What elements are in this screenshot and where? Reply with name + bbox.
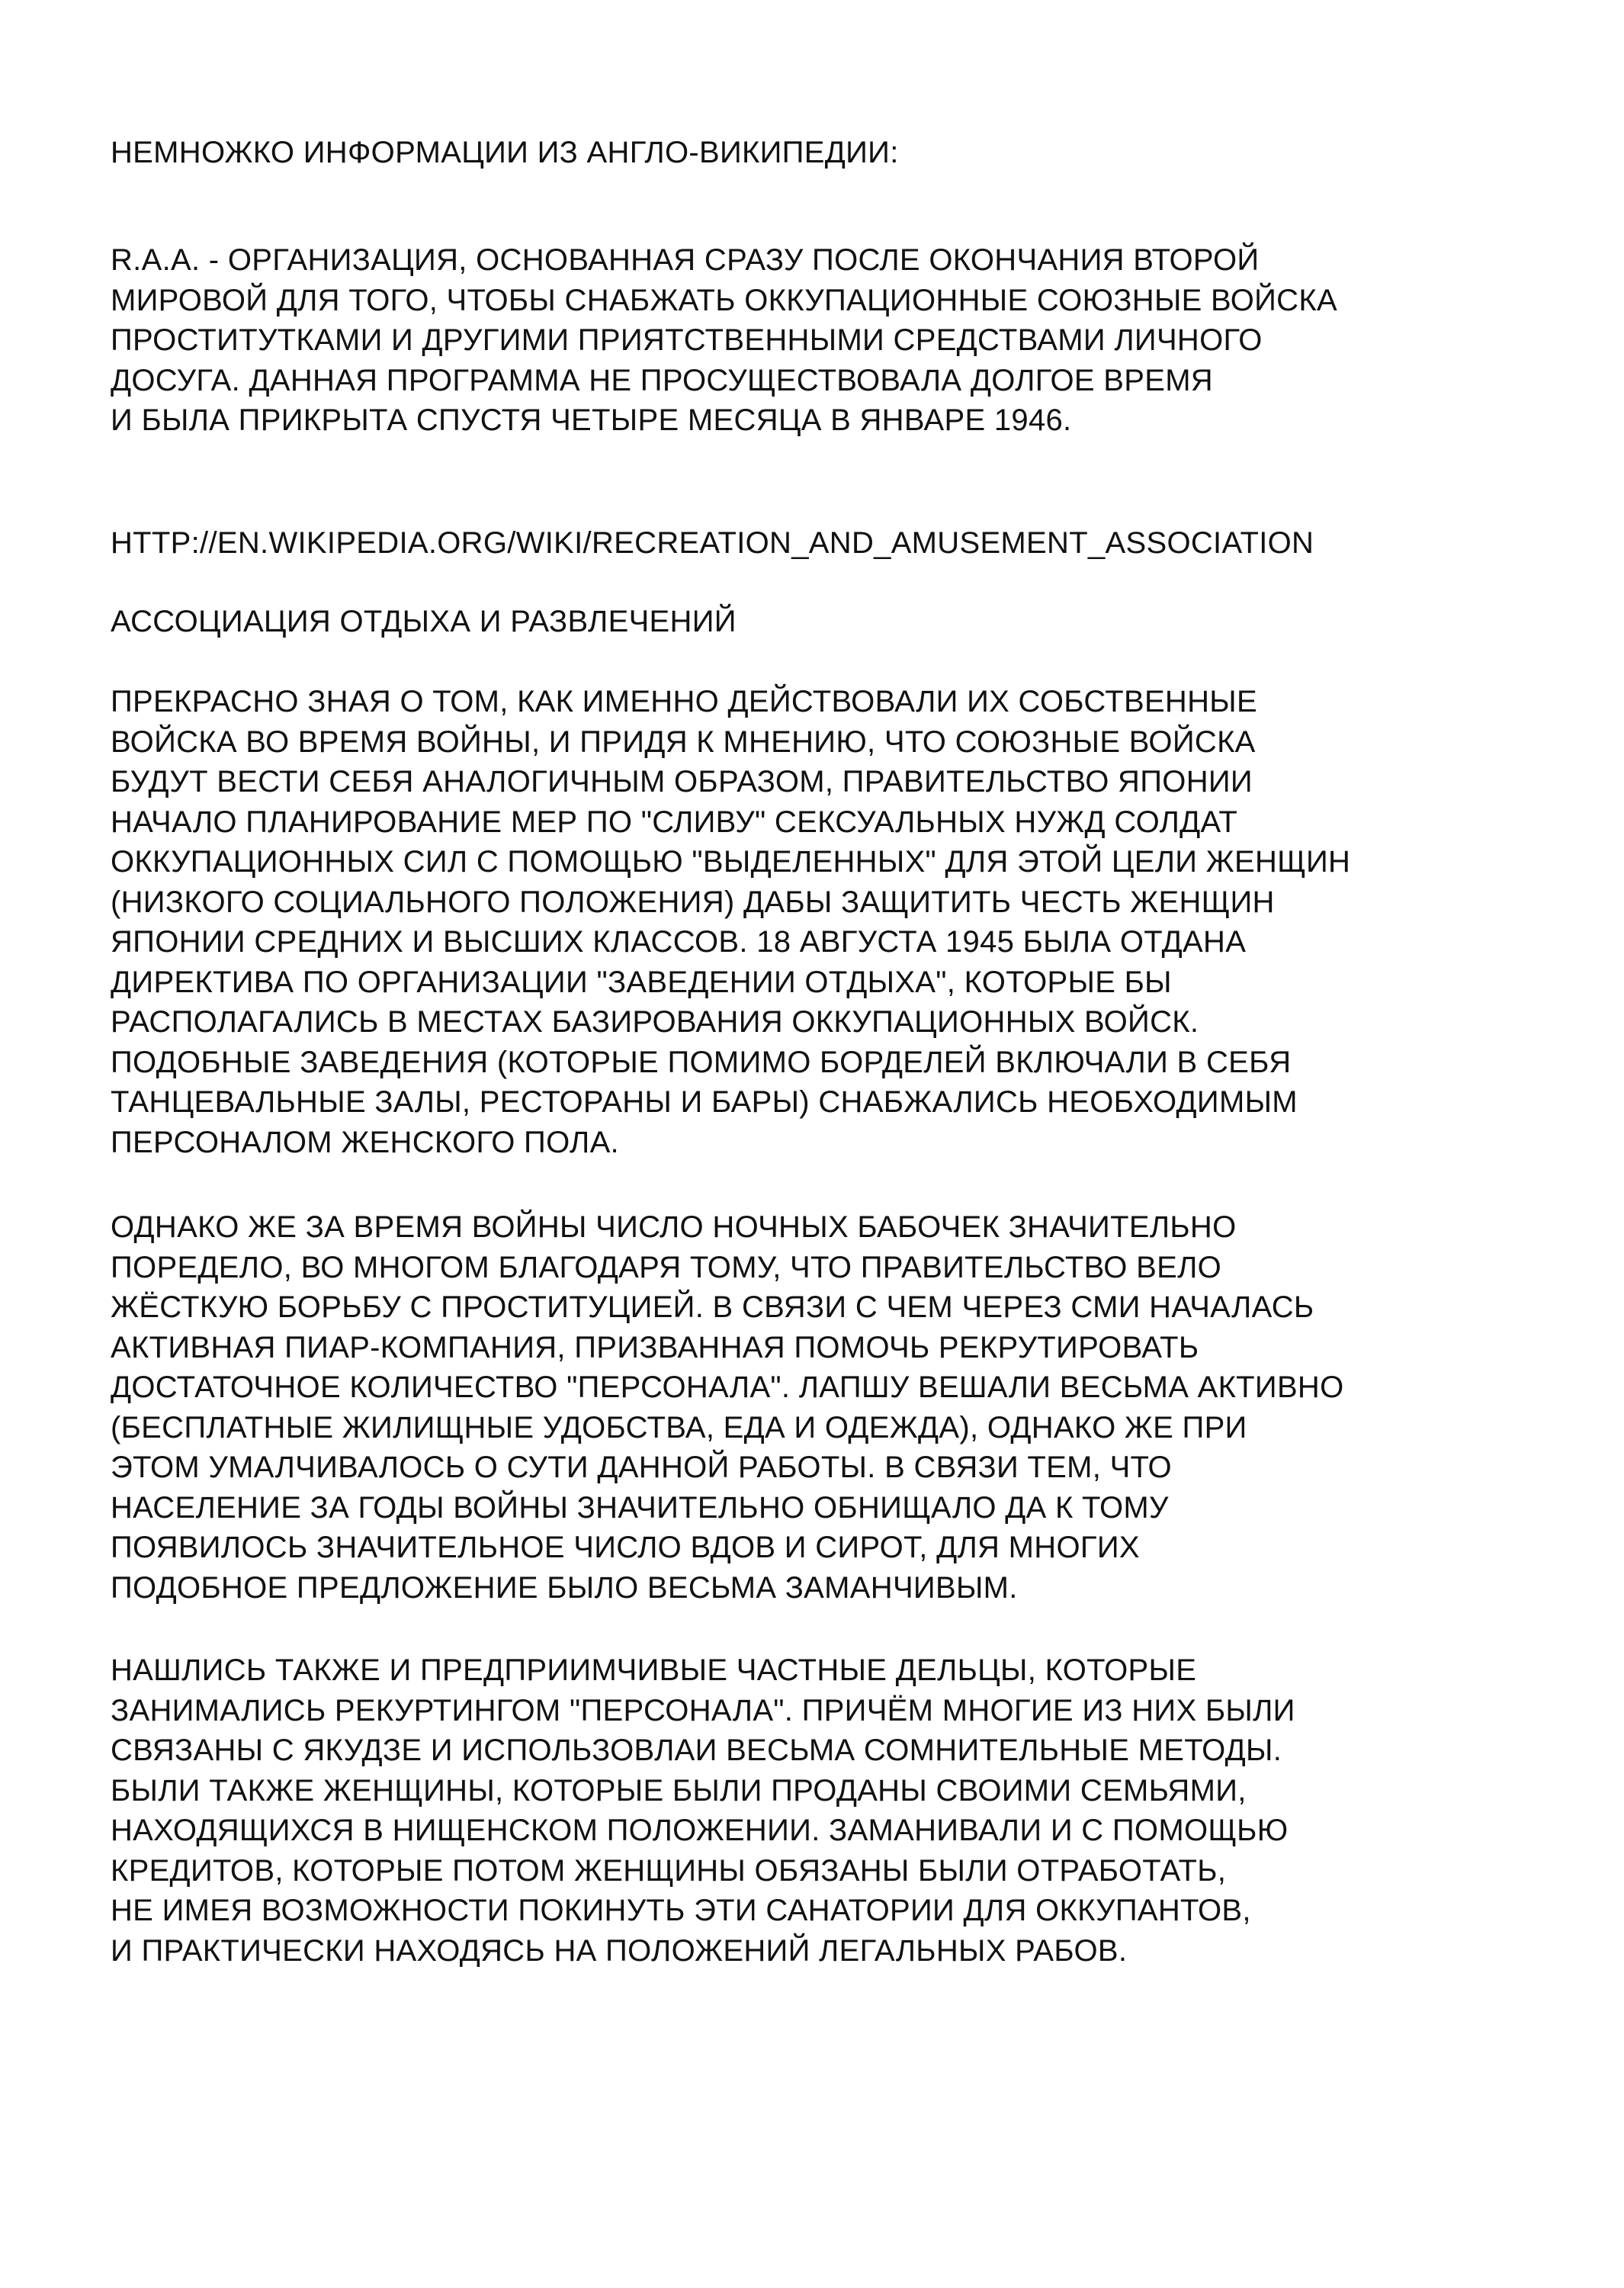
text-line: ЗАНИМАЛИСЬ РЕКУРТИНГОМ "ПЕРСОНАЛА". ПРИЧЁМ МНОГИЕ ИЗ НИХ БЫЛИ: [111, 1693, 1295, 1727]
text-line: БУДУТ ВЕСТИ СЕБЯ АНАЛОГИЧНЫМ ОБРАЗОМ, ПРАВИТЕЛЬСТВО ЯПОНИИ: [111, 765, 1253, 799]
text-line: ПОЯВИЛОСЬ ЗНАЧИТЕЛЬНОЕ ЧИСЛО ВДОВ И СИРОТ, ДЛЯ МНОГИХ: [111, 1531, 1140, 1564]
text-line: ЭТОМ УМАЛЧИВАЛОСЬ О СУТИ ДАННОЙ РАБОТЫ. В СВЯЗИ ТЕМ, ЧТО: [111, 1451, 1172, 1484]
text-line: ОККУПАЦИОННЫХ СИЛ С ПОМОЩЬЮ "ВЫДЕЛЕННЫХ" ДЛЯ ЭТОЙ ЦЕЛИ ЖЕНЩИН: [111, 845, 1351, 879]
text-line: НАЧАЛО ПЛАНИРОВАНИЕ МЕР ПО "СЛИВУ" СЕКСУАЛЬНЫХ НУЖД СОЛДАТ: [111, 805, 1238, 839]
text-line: (НИЗКОГО СОЦИАЛЬНОГО ПОЛОЖЕНИЯ) ДАБЫ ЗАЩИТИТЬ ЧЕСТЬ ЖЕНЩИН: [111, 885, 1275, 919]
text-line: ПРОСТИТУТКАМИ И ДРУГИМИ ПРИЯТСТВЕННЫМИ СРЕДСТВАМИ ЛИЧНОГО: [111, 323, 1263, 357]
text-line: И ПРАКТИЧЕСКИ НАХОДЯСЬ НА ПОЛОЖЕНИЙ ЛЕГАЛЬНЫХ РАБОВ.: [111, 1933, 1128, 1968]
wikipedia-url: [111, 523, 1314, 564]
title-text: АССОЦИАЦИЯ ОТДЫХА И РАЗВЛЕЧЕНИЙ: [111, 605, 737, 638]
text-line: НАСЕЛЕНИЕ ЗА ГОДЫ ВОЙНЫ ЗНАЧИТЕЛЬНО ОБНИЩАЛО ДА К ТОМУ: [111, 1490, 1169, 1525]
text-line: ДОСУГА. ДАННАЯ ПРОГРАММА НЕ ПРОСУЩЕСТВОВАЛА ДОЛГОЕ ВРЕМЯ: [111, 363, 1213, 397]
text-line: ТАНЦЕВАЛЬНЫЕ ЗАЛЫ, РЕСТОРАНЫ И БАРЫ) СНАБЖАЛИСЬ НЕОБХОДИМЫМ: [111, 1085, 1298, 1119]
text-line: И БЫЛА ПРИКРЫТА СПУСТЯ ЧЕТЫРЕ МЕСЯЦА В ЯНВАРЕ 1946.: [111, 403, 1072, 437]
text-line: R.A.A. - ОРГАНИЗАЦИЯ, ОСНОВАННАЯ СРАЗУ ПОСЛЕ ОКОНЧАНИЯ ВТОРОЙ: [111, 243, 1260, 277]
intro-heading: [111, 133, 899, 173]
text-line: ДИРЕКТИВА ПО ОРГАНИЗАЦИИ "ЗАВЕДЕНИИ ОТДЫХА", КОТОРЫЕ БЫ: [111, 965, 1172, 999]
text-line: ОДНАКО ЖЕ ЗА ВРЕМЯ ВОЙНЫ ЧИСЛО НОЧНЫХ БАБОЧЕК ЗНАЧИТЕЛЬНО: [111, 1210, 1237, 1244]
text-line: МИРОВОЙ ДЛЯ ТОГО, ЧТОБЫ СНАБЖАТЬ ОККУПАЦИОННЫЕ СОЮЗНЫЕ ВОЙСКА: [111, 283, 1337, 317]
text-line: (БЕСПЛАТНЫЕ ЖИЛИЩНЫЕ УДОБСТВА, ЕДА И ОДЕЖДА), ОДНАКО ЖЕ ПРИ: [111, 1410, 1247, 1444]
text-line: ПЕРСОНАЛОМ ЖЕНСКОГО ПОЛА.: [111, 1125, 619, 1159]
text-line: ПОРЕДЕЛО, ВО МНОГОМ БЛАГОДАРЯ ТОМУ, ЧТО ПРАВИТЕЛЬСТВО ВЕЛО: [111, 1250, 1222, 1284]
url-link[interactable]: HTTP://EN.WIKIPEDIA.ORG/WIKI/RECREATION_AND_AMUSEMENT_ASSOCIATION: [111, 526, 1314, 560]
text-line: НЕМНОЖКО ИНФОРМАЦИИ ИЗ АНГЛО-ВИКИПЕДИИ:: [111, 136, 899, 169]
text-line: ДОСТАТОЧНОЕ КОЛИЧЕСТВО "ПЕРСОНАЛА". ЛАПШУ ВЕШАЛИ ВЕСЬМА АКТИВНО: [111, 1371, 1344, 1404]
text-line: ПОДОБНОЕ ПРЕДЛОЖЕНИЕ БЫЛО ВЕСЬМА ЗАМАНЧИВЫМ.: [111, 1570, 1018, 1605]
section-title: [111, 602, 737, 642]
paragraph-2: [111, 1207, 1344, 1608]
text-line: ЖЁСТКУЮ БОРЬБУ С ПРОСТИТУЦИЕЙ. В СВЯЗИ С ЧЕМ ЧЕРЕЗ СМИ НАЧАЛАСЬ: [111, 1290, 1314, 1324]
text-line: ПОДОБНЫЕ ЗАВЕДЕНИЯ (КОТОРЫЕ ПОМИМО БОРДЕЛЕЙ ВКЛЮЧАЛИ В СЕБЯ: [111, 1045, 1292, 1079]
text-line: РАСПОЛАГАЛИСЬ В МЕСТАХ БАЗИРОВАНИЯ ОККУПАЦИОННЫХ ВОЙСК.: [111, 1005, 1199, 1039]
text-line: АКТИВНАЯ ПИАР-КОМПАНИЯ, ПРИЗВАННАЯ ПОМОЧЬ РЕКРУТИРОВАТЬ: [111, 1330, 1199, 1364]
text-line: НЕ ИМЕЯ ВОЗМОЖНОСТИ ПОКИНУТЬ ЭТИ САНАТОРИИ ДЛЯ ОККУПАНТОВ,: [111, 1894, 1251, 1927]
raa-paragraph: [111, 240, 1337, 441]
text-line: КРЕДИТОВ, КОТОРЫЕ ПОТОМ ЖЕНЩИНЫ ОБЯЗАНЫ БЫЛИ ОТРАБОТАТЬ,: [111, 1853, 1227, 1888]
text-line: ВОЙСКА ВО ВРЕМЯ ВОЙНЫ, И ПРИДЯ К МНЕНИЮ, ЧТО СОЮЗНЫЕ ВОЙСКА: [111, 725, 1256, 759]
text-line: НАШЛИСЬ ТАКЖЕ И ПРЕДПРИИМЧИВЫЕ ЧАСТНЫЕ ДЕЛЬЦЫ, КОТОРЫЕ: [111, 1653, 1197, 1687]
text-line: ПРЕКРАСНО ЗНАЯ О ТОМ, КАК ИМЕННО ДЕЙСТВОВАЛИ ИХ СОБСТВЕННЫЕ: [111, 685, 1257, 718]
paragraph-1: [111, 682, 1350, 1162]
paragraph-3: [111, 1650, 1295, 1971]
text-line: СВЯЗАНЫ С ЯКУДЗЕ И ИСПОЛЬЗОВЛАИ ВЕСЬМА СОМНИТЕЛЬНЫЕ МЕТОДЫ.: [111, 1734, 1282, 1767]
text-line: НАХОДЯЩИХСЯ В НИЩЕНСКОМ ПОЛОЖЕНИИ. ЗАМАНИВАЛИ И С ПОМОЩЬЮ: [111, 1814, 1289, 1847]
text-line: ЯПОНИИ СРЕДНИХ И ВЫСШИХ КЛАССОВ. 18 АВГУСТА 1945 БЫЛА ОТДАНА: [111, 925, 1247, 959]
text-line: БЫЛИ ТАКЖЕ ЖЕНЩИНЫ, КОТОРЫЕ БЫЛИ ПРОДАНЫ СВОИМИ СЕМЬЯМИ,: [111, 1773, 1247, 1808]
